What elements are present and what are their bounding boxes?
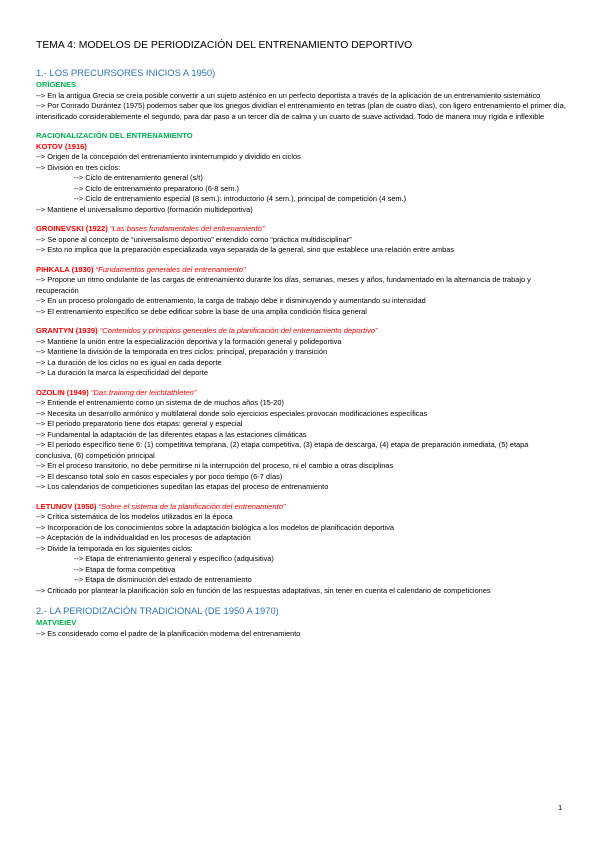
ozolin-line-1: --> Entiende el entrenamiento como un sistema de de muchos años (15-20) [36, 398, 284, 407]
ozolin-heading [36, 388, 566, 399]
document-title: TEMA 4: MODELOS DE PERIODIZACIÓN DEL ENTRENAMIENTO DEPORTIVO [36, 40, 413, 51]
kotov-line-2: --> División en tres ciclos: [36, 162, 121, 172]
groinevski-line-1: --> Se opone al concepto de “universalismo deportivo” entendido como “práctica multidisciplinar” [36, 234, 352, 244]
letunov-sub-2: --> Etapa de forma competitiva [74, 564, 176, 574]
ozolin-line-6: --> En el proceso transitorio, no debe permitirse ni la interrupción del proceso, ni el cambio a otras disciplinas [36, 461, 394, 470]
kotov-sub-2: --> Ciclo de entrenamiento preparatorio (6-8 sem.) [74, 183, 239, 193]
grantyn-line-2: --> Mantiene la división de la temporada en tres ciclos: principal, preparación y transición [36, 347, 328, 356]
ozolin-name: OZOLIN (1949) [36, 387, 89, 397]
section-2-title: 2.- LA PERIODIZACIÓN TRADICIONAL (DE 1950 A 1970) [36, 605, 279, 616]
kotov-last: --> Mantiene el universalismo deportivo (formación multideportiva) [36, 204, 253, 214]
grantyn-name: GRANTYN (1939) [36, 326, 98, 335]
groinevski-heading [36, 224, 566, 235]
kotov-sub-3: --> Ciclo de entrenamiento especial (8 sem.): introductorio (4 sem.), principal de competición (4 sem.) [74, 194, 407, 203]
ozolin-quote: “Das training der leichtathleten” [90, 387, 197, 397]
groinevski-line-2: --> Esto no implica que la preparación especializada vaya separada de la general, sino que establece una relación entre ambas [36, 245, 455, 254]
grantyn-heading [36, 326, 566, 337]
grantyn-line-3: --> La duración de los ciclos no es igual en cada deporte [36, 357, 222, 367]
grantyn-line-1: --> Mantiene la unión entre la especialización deportiva y la formación general y polideportiva [36, 336, 342, 346]
letunov-quote: “Sobre el sistema de la planificación del entrenamiento” [98, 501, 286, 511]
ozolin-line-4: --> Fundamental la adaptación de las diferentes etapas a las estaciones climáticas [36, 429, 307, 439]
groinevski-name: GROINEVSKI (1922) [36, 224, 108, 233]
kotov-heading: KOTOV (1916) [36, 141, 87, 151]
kotov-line-1: --> Origen de la concepción del entrenamiento ininterrumpido y dividido en ciclos [36, 152, 301, 161]
letunov-name: LETUNOV (1950) [36, 501, 97, 511]
pihkala-name: PIHKALA (1930) [36, 264, 94, 274]
pihkala-heading [36, 265, 566, 276]
document-page [36, 40, 566, 639]
kotov-sub-1: --> Ciclo de entrenamiento general (s/t) [74, 173, 203, 182]
matvieiev-heading: MATVIEIEV [36, 618, 77, 627]
origenes-heading: ORÍGENES [36, 80, 77, 89]
grantyn-line-4: --> La duración la marca la especificidad del deporte [36, 368, 208, 377]
letunov-line-1: --> Crítica sistemática de los modelos utilizados en la época [36, 512, 233, 521]
letunov-last: --> Criticado por plantear la planificación solo en función de las respuestas adaptativas, sin tener en cuenta el calendario de competiciones [36, 585, 491, 595]
section-1-title: 1.- LOS PRECURSORES INICIOS A 1950) [36, 67, 216, 78]
pihkala-quote: “Fundamentos generales del entrenamiento” [95, 264, 246, 274]
page-number: 1 [558, 803, 563, 812]
ozolin-line-3: --> El periodo preparatorio tiene dos etapas: general y especial [36, 419, 243, 428]
pihkala-line-1: --> Propone un ritmo ondulante de las cargas de entrenamiento durante los días, semanas, meses y años, fundamentado en la alternancia de trabajo y recuperación [36, 275, 531, 295]
letunov-sub-1: --> Etapa de entrenamiento general y específico (adquisitiva) [74, 554, 274, 563]
pihkala-line-3: --> El entrenamiento específico se debe edificar sobre la base de una amplia condición física general [36, 306, 367, 316]
ozolin-line-8: --> Los calendarios de competiciones supeditan las etapas del proceso de entrenamiento [36, 482, 329, 491]
letunov-sub-3: --> Etapa de disminución del estado de entrenamiento [74, 575, 252, 584]
origenes-line-2: --> Por Conrado Durántez (1975) podemos saber que los griegos dividían el entrenamiento en tetras (plan de cuatro días), con ligero entrenamiento el primer día, intensificado considerablemente el segundo, para dar paso a un tercer día de calma y un cuarto de suave actividad. Todo de manera muy rígida e inflexible [36, 101, 566, 121]
racionalizacion-heading: RACIONALIZACIÓN DEL ENTRENAMIENTO [36, 131, 193, 140]
groinevski-quote: “Las bases fundamentales del entrenamiento” [109, 224, 265, 233]
ozolin-line-7: --> El descanso total solo en casos especiales y por poco tiempo (6-7 días) [36, 471, 283, 481]
ozolin-line-5: --> El periodo específico tiene 6: (1) competitiva temprana, (2) etapa competitiva, (3) etapa de descarga, (4) etapa de preparación inmediata, (5) etapa conclusiva, (6) competición principal [36, 440, 529, 460]
matvieiev-line-1: --> Es considerado como el padre de la planificación moderna del entrenamiento [36, 628, 301, 638]
ozolin-line-2: --> Necesita un desarrollo armónico y multilateral donde solo ejercicios especiales provocan modificaciones específicas [36, 408, 428, 418]
origenes-line-1: --> En la antigua Grecia se creía posible convertir a un sujeto asténico en un perfecto deportista a través de la aplicación de un entrenamiento sistemático [36, 90, 541, 100]
grantyn-quote: “Contenidos y principios generales de la planificación del entrenamiento deportivo” [99, 326, 378, 335]
pihkala-line-2: --> En un proceso prolongado de entrenamiento, la carga de trabajo debe ir disminuyendo y aumentando su intensidad [36, 296, 426, 305]
letunov-heading [36, 502, 566, 513]
letunov-line-4: --> Divide la temporada en los siguientes ciclos: [36, 543, 193, 553]
letunov-line-3: --> Aceptación de la individualidad en los procesos de adaptación [36, 533, 251, 542]
letunov-line-2: --> Incorporación de los conocimientos sobre la adaptación biológica a los modelos de planificación deportiva [36, 522, 395, 532]
